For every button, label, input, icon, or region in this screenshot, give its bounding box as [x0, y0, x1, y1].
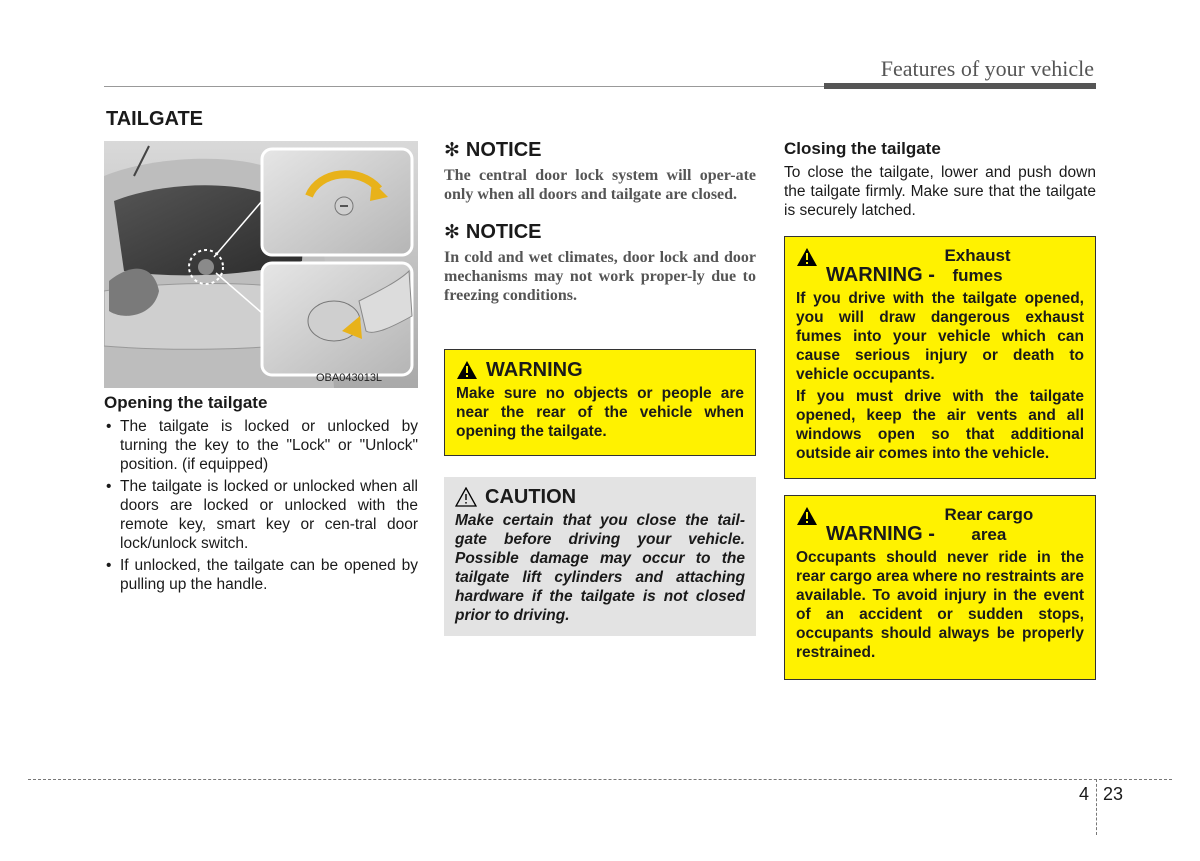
- running-header: Features of your vehicle: [880, 56, 1094, 81]
- warning-text: If you drive with the tailgate opened, you will draw dangerous exhaust fumes into your vehicle which can cause serious injury or death to vehicle occupants.: [796, 290, 1084, 383]
- warning-box-exhaust: [784, 236, 1096, 479]
- section-title: TAILGATE: [106, 108, 204, 130]
- caution-title: CAUTION: [485, 486, 577, 508]
- footer-rule: [28, 779, 1172, 780]
- caution-box: [444, 477, 756, 636]
- notice-text: The central door lock system will oper-ate only when all doors and tailgate are closed.: [444, 167, 756, 203]
- notice-text: In cold and wet climates, door lock and door mechanisms may not work proper-ly due to freezing conditions.: [444, 249, 756, 304]
- notice-2: [444, 221, 756, 305]
- warning-title: WARNING: [486, 359, 583, 381]
- list-item: • The tailgate is locked or unlocked when all doors are locked or unlocked with the remote key, smart key or cen-tral door lock/unlock switch.: [106, 478, 418, 552]
- chapter-number: 4: [1079, 784, 1090, 804]
- warning-title: WARNING - Exhaust fumes: [826, 246, 1011, 286]
- tailgate-figure: [104, 141, 418, 388]
- notice-title: NOTICE: [465, 139, 542, 161]
- caution-text: Make certain that you close the tail-gate before driving your vehicle. Possible damage may occur to the tailgate lift cylinders and attaching hardware if the tailgate is not closed prior to driving.: [455, 512, 745, 624]
- warning-text: Make sure no objects or people are near the rear of the vehicle when opening the tailgate.: [456, 385, 744, 440]
- warning-triangle-icon: [796, 247, 818, 267]
- warning-title: WARNING - Rear cargo area: [826, 505, 1034, 545]
- opening-list: [104, 417, 418, 594]
- footer-divider: [1096, 779, 1097, 835]
- notices-column: [444, 139, 756, 305]
- caution-triangle-icon: [455, 487, 477, 507]
- closing-title: Closing the tailgate: [784, 139, 941, 158]
- asterisk-icon: ✻: [444, 222, 460, 243]
- warning-box-objects: [444, 349, 756, 456]
- closing-text: To close the tailgate, lower and push down the tailgate firmly. Make sure that the tailgate is securely latched.: [784, 164, 1096, 219]
- opening-section: [104, 393, 418, 597]
- warning-triangle-icon: [796, 506, 818, 526]
- warning-text: If you must drive with the tailgate opened, keep the air vents and all windows open so that additional outside air comes into the vehicle.: [796, 388, 1084, 462]
- list-item: • If unlocked, the tailgate can be opened by pulling up the handle.: [106, 557, 418, 593]
- page-number: 23: [1103, 784, 1124, 804]
- notice-title: NOTICE: [465, 221, 542, 243]
- list-item: • The tailgate is locked or unlocked by turning the key to the "Lock" or "Unlock" position. (if equipped): [106, 418, 418, 473]
- notice-1: [444, 139, 756, 204]
- warning-box-cargo: [784, 495, 1096, 680]
- warning-triangle-icon: [456, 360, 478, 380]
- asterisk-icon: ✻: [444, 140, 460, 161]
- header-accent-bar: [824, 83, 1096, 89]
- closing-section: [784, 139, 1096, 220]
- figure-code: OBA043013L: [316, 372, 383, 384]
- tailgate-illustration: [104, 141, 418, 388]
- opening-title: Opening the tailgate: [104, 393, 268, 412]
- warning-text: Occupants should never ride in the rear cargo area where no restraints are available. To avoid injury in the event of an accident or sudden stops, occupants should always be properly restrained.: [796, 549, 1084, 661]
